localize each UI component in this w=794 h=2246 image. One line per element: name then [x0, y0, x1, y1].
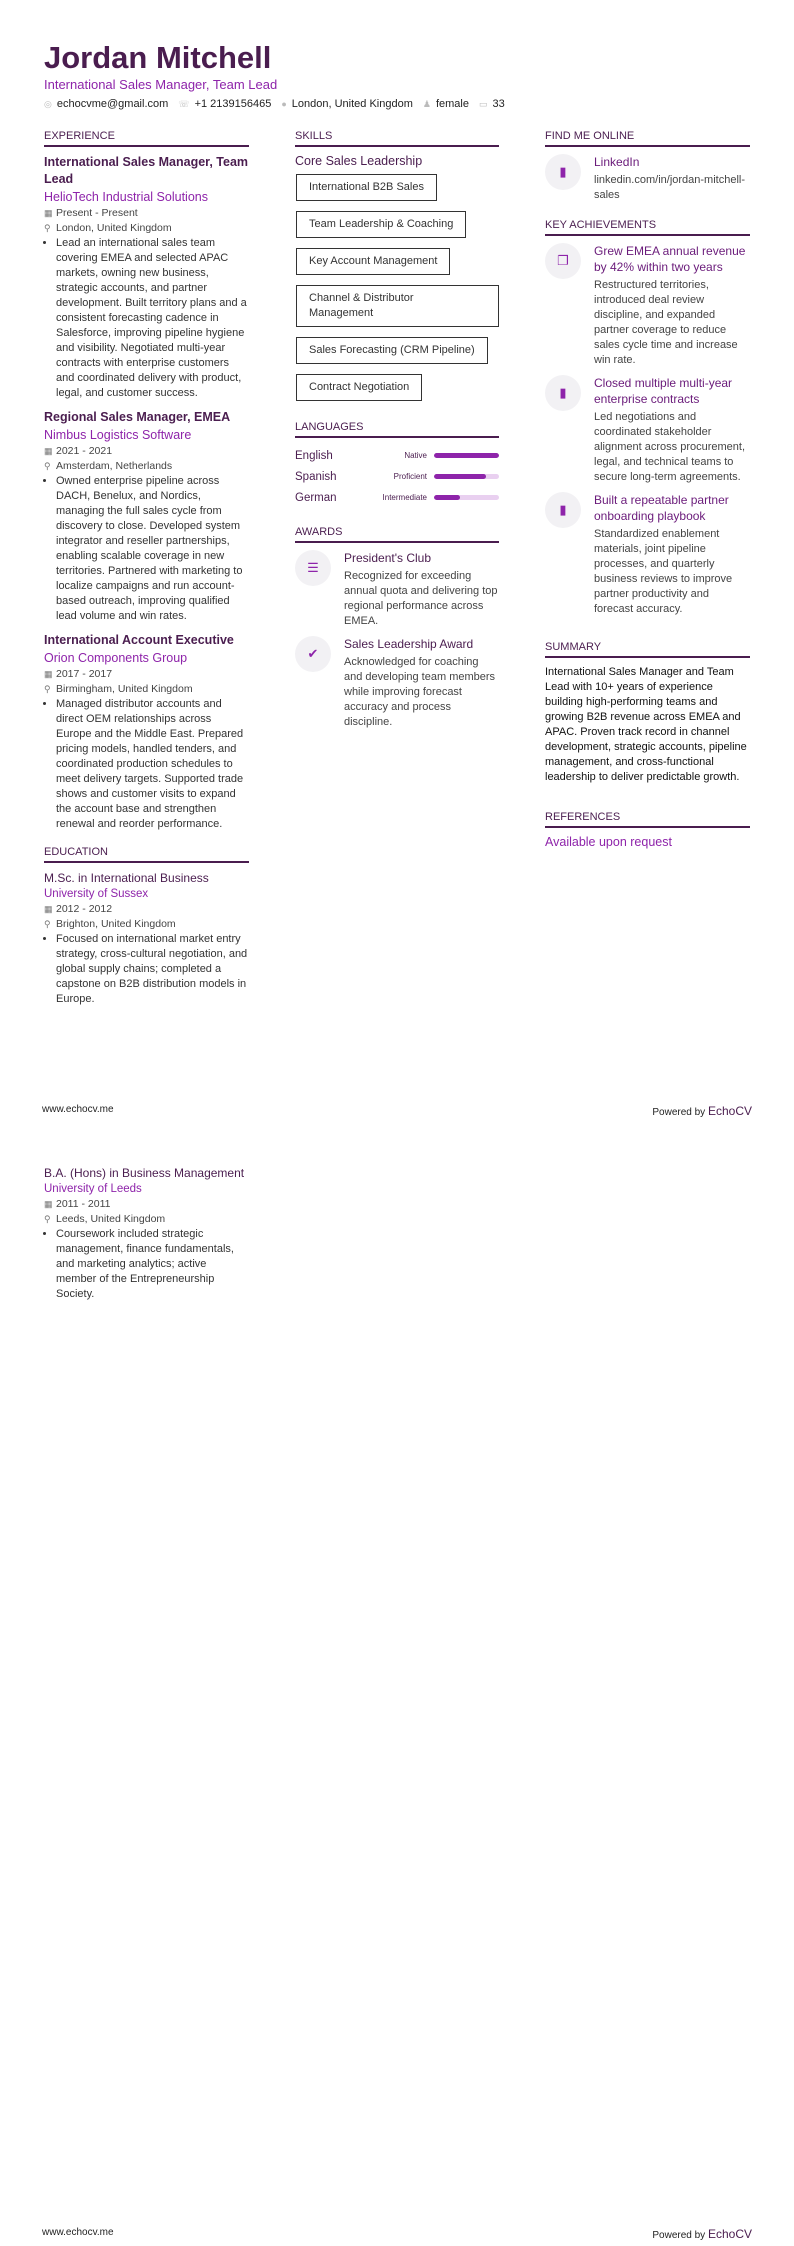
achievement-desc: Led negotiations and coordinated stakeholder alignment across procurement, legal, and technical teams to secure long-term agreements. — [594, 411, 746, 483]
location-icon: ● — [281, 99, 287, 109]
contact-bar — [44, 98, 505, 110]
skills-heading: SKILLS — [295, 130, 499, 147]
job-dates — [44, 667, 249, 682]
cake-icon: ☰ — [295, 550, 331, 586]
experience-item — [44, 154, 249, 401]
edu-bullet: • Coursework included strategic management, finance fundamentals, and marketing analytics; active member of the Entrepreneurship Society. — [56, 1227, 249, 1302]
job-title: International Account Executive — [44, 633, 234, 647]
company: Orion Components Group — [44, 651, 188, 665]
languages-heading: LANGUAGES — [295, 421, 499, 438]
powered-by-text: Powered by — [652, 1107, 706, 1118]
skill-tag: International B2B Sales — [296, 174, 437, 201]
edu-location — [44, 917, 249, 932]
contact-location — [281, 98, 413, 110]
education-item — [44, 870, 249, 1007]
award-item — [295, 550, 499, 629]
calendar-icon: ▦ — [44, 669, 53, 679]
education-heading: EDUCATION — [44, 846, 249, 863]
brand-logo: EchoCV — [707, 1104, 752, 1118]
job-dates — [44, 444, 249, 459]
edu-location — [44, 1212, 249, 1227]
age-text: 33 — [492, 98, 505, 110]
skill-tag: Sales Forecasting (CRM Pipeline) — [296, 337, 488, 364]
language-bar — [434, 453, 499, 458]
company: HelioTech Industrial Solutions — [44, 190, 208, 204]
phone-icon: ☏ — [178, 99, 190, 109]
dates-text: 2012 - 2012 — [56, 903, 113, 915]
achievement-title: Built a repeatable partner onboarding playbook — [594, 493, 729, 523]
summary-heading: SUMMARY — [545, 641, 750, 658]
footer-site-link[interactable]: www.echocv.me — [42, 1104, 114, 1115]
job-title: Regional Sales Manager, EMEA — [44, 410, 231, 424]
degree: B.A. (Hons) in Business Management — [44, 1166, 245, 1180]
language-level: Proficient — [393, 472, 427, 481]
contact-gender — [423, 98, 469, 110]
skill-tag: Key Account Management — [296, 248, 450, 275]
skill-tags — [295, 174, 499, 411]
achievement-item — [545, 375, 750, 485]
skill-tag: Contract Negotiation — [296, 374, 422, 401]
file-export-icon: ▮ — [545, 492, 581, 528]
award-title: President's Club — [344, 551, 431, 565]
edu-dates — [44, 902, 249, 917]
person-icon: ♟ — [422, 99, 431, 109]
company: Nimbus Logistics Software — [44, 428, 192, 442]
footer-site-link[interactable]: www.echocv.me — [42, 2227, 114, 2238]
language-level: Native — [404, 451, 427, 460]
job-title: International Sales Manager, Team Lead — [44, 155, 249, 186]
online-item — [545, 154, 750, 203]
school: University of Sussex — [44, 888, 149, 900]
language-name: German — [295, 491, 337, 504]
achievement-title: Closed multiple multi-year enterprise contracts — [594, 376, 733, 406]
location-text: London, United Kingdom — [56, 222, 172, 234]
footer-powered — [652, 2227, 752, 2241]
language-row — [295, 487, 499, 508]
award-item — [295, 636, 499, 730]
right-column — [545, 130, 750, 849]
degree: M.Sc. in International Business — [44, 871, 209, 885]
contact-phone — [178, 98, 271, 110]
candidate-title: International Sales Manager, Team Lead — [44, 77, 278, 92]
award-desc: Recognized for exceeding annual quota and delivering top regional performance across EMEA. — [344, 570, 498, 627]
achievement-title: Grew EMEA annual revenue by 42% within two years — [594, 244, 746, 274]
dates-text: 2011 - 2011 — [56, 1198, 111, 1210]
experience-heading: EXPERIENCE — [44, 130, 249, 147]
location-pin-icon: ⚲ — [44, 461, 51, 471]
gender-text: female — [435, 98, 469, 110]
skill-tag: Team Leadership & Coaching — [296, 211, 466, 238]
clipboard-check-icon: ❐ — [545, 243, 581, 279]
achievement-desc: Restructured territories, introduced deal review discipline, and expanded partner coverage to reduce sales cycle time and increase win rate. — [594, 279, 738, 366]
check-circle-icon: ✔ — [295, 636, 331, 672]
calendar-icon: ▦ — [44, 1199, 53, 1209]
job-location — [44, 221, 249, 236]
award-title: Sales Leadership Award — [344, 637, 474, 651]
award-desc: Acknowledged for coaching and developing team members while improving forecast accuracy and process discipline. — [344, 656, 496, 728]
location-text: Leeds, United Kingdom — [56, 1213, 166, 1225]
calendar-icon: ▦ — [44, 208, 53, 218]
language-bar — [434, 474, 499, 479]
skill-tag: Channel & Distributor Management — [296, 285, 499, 327]
location-pin-icon: ⚲ — [44, 919, 51, 929]
skill-group: Core Sales Leadership — [295, 154, 423, 168]
contact-age — [479, 98, 505, 110]
achievements-heading: KEY ACHIEVEMENTS — [545, 219, 750, 236]
calendar-icon: ▦ — [44, 904, 53, 914]
education-item — [44, 1165, 249, 1302]
brand-logo: EchoCV — [707, 2227, 752, 2241]
online-label: LinkedIn — [594, 155, 640, 169]
phone-text: +1 2139156465 — [194, 98, 272, 110]
file-icon: ▮ — [545, 154, 581, 190]
resume-page-2 — [0, 1123, 794, 2246]
achievement-item — [545, 492, 750, 617]
email-text: echocvme@gmail.com — [56, 98, 169, 110]
location-text: Brighton, United Kingdom — [56, 918, 176, 930]
email-icon: ◎ — [44, 99, 52, 109]
job-location — [44, 682, 249, 697]
footer-powered — [652, 1104, 752, 1118]
job-dates — [44, 206, 249, 221]
location-text: Amsterdam, Netherlands — [56, 460, 173, 472]
online-link[interactable]: linkedin.com/in/jordan-mitchell-sales — [594, 174, 746, 201]
summary-text: International Sales Manager and Team Lead with 10+ years of experience building high-performing teams and growing B2B revenue across EMEA and APAC. Proven track record in channel development, strategic accounts, pipeline management, and cross-functional leadership to deliver predictable growth. — [545, 666, 747, 783]
language-bar — [434, 495, 499, 500]
references-heading: REFERENCES — [545, 811, 750, 828]
left-column — [44, 130, 249, 1015]
language-level: Intermediate — [382, 493, 427, 502]
language-row — [295, 466, 499, 487]
calendar-icon: ▦ — [44, 446, 53, 456]
achievement-item — [545, 243, 750, 368]
edu-dates — [44, 1197, 249, 1212]
location-pin-icon: ⚲ — [44, 684, 51, 694]
contact-email — [44, 98, 168, 110]
candidate-name: Jordan Mitchell — [44, 40, 272, 75]
job-bullet: • Managed distributor accounts and direct OEM relationships across Europe and the Middle East. Prepared pricing models, handled tenders, and coordinated production schedules to meet delivery targets. Supported trade shows and customer visits to expand the account base and strengthen renewal and reorder performance. — [56, 697, 249, 832]
experience-item — [44, 409, 249, 624]
dates-text: Present - Present — [56, 207, 138, 219]
left-column — [44, 1165, 249, 1310]
dates-text: 2017 - 2017 — [56, 668, 113, 680]
online-heading: FIND ME ONLINE — [545, 130, 750, 147]
awards-heading: AWARDS — [295, 526, 499, 543]
middle-column — [295, 130, 499, 737]
job-bullet: • Owned enterprise pipeline across DACH, Benelux, and Nordics, managing the full sales cycle from discovery to close. Developed system integrator and reseller partnerships, enabling scalable coverage in new territories. Partnered with marketing to localize campaigns and run account-based outreach, improving qualified lead volume and win rates. — [56, 474, 249, 624]
experience-item — [44, 632, 249, 832]
job-bullet: • Lead an international sales team covering EMEA and selected APAC markets, owning new business, strategic accounts, and partner development. Built territory plans and a consistent forecasting cadence in Salesforce, improving pipeline hygiene and visibility. Negotiated multi-year contracts with enterprise customers and coordinated delivery with product, legal, and customer success. — [56, 236, 249, 401]
location-pin-icon: ⚲ — [44, 223, 51, 233]
job-location — [44, 459, 249, 474]
file-search-icon: ▮ — [545, 375, 581, 411]
language-name: English — [295, 449, 333, 462]
achievement-desc: Standardized enablement materials, joint pipeline processes, and quarterly business reviews to improve partner productivity and forecast accuracy. — [594, 528, 733, 615]
location-pin-icon: ⚲ — [44, 1214, 51, 1224]
calendar-icon: ▭ — [478, 99, 488, 109]
powered-by-text: Powered by — [652, 2230, 706, 2241]
school: University of Leeds — [44, 1183, 142, 1195]
references-text: Available upon request — [545, 835, 672, 849]
language-row — [295, 445, 499, 466]
edu-bullet: • Focused on international market entry strategy, cross-cultural negotiation, and global supply chains; completed a capstone on B2B distribution models in Europe. — [56, 932, 249, 1007]
location-text: London, United Kingdom — [291, 98, 413, 110]
location-text: Birmingham, United Kingdom — [56, 683, 193, 695]
language-name: Spanish — [295, 470, 337, 483]
dates-text: 2021 - 2021 — [56, 445, 113, 457]
